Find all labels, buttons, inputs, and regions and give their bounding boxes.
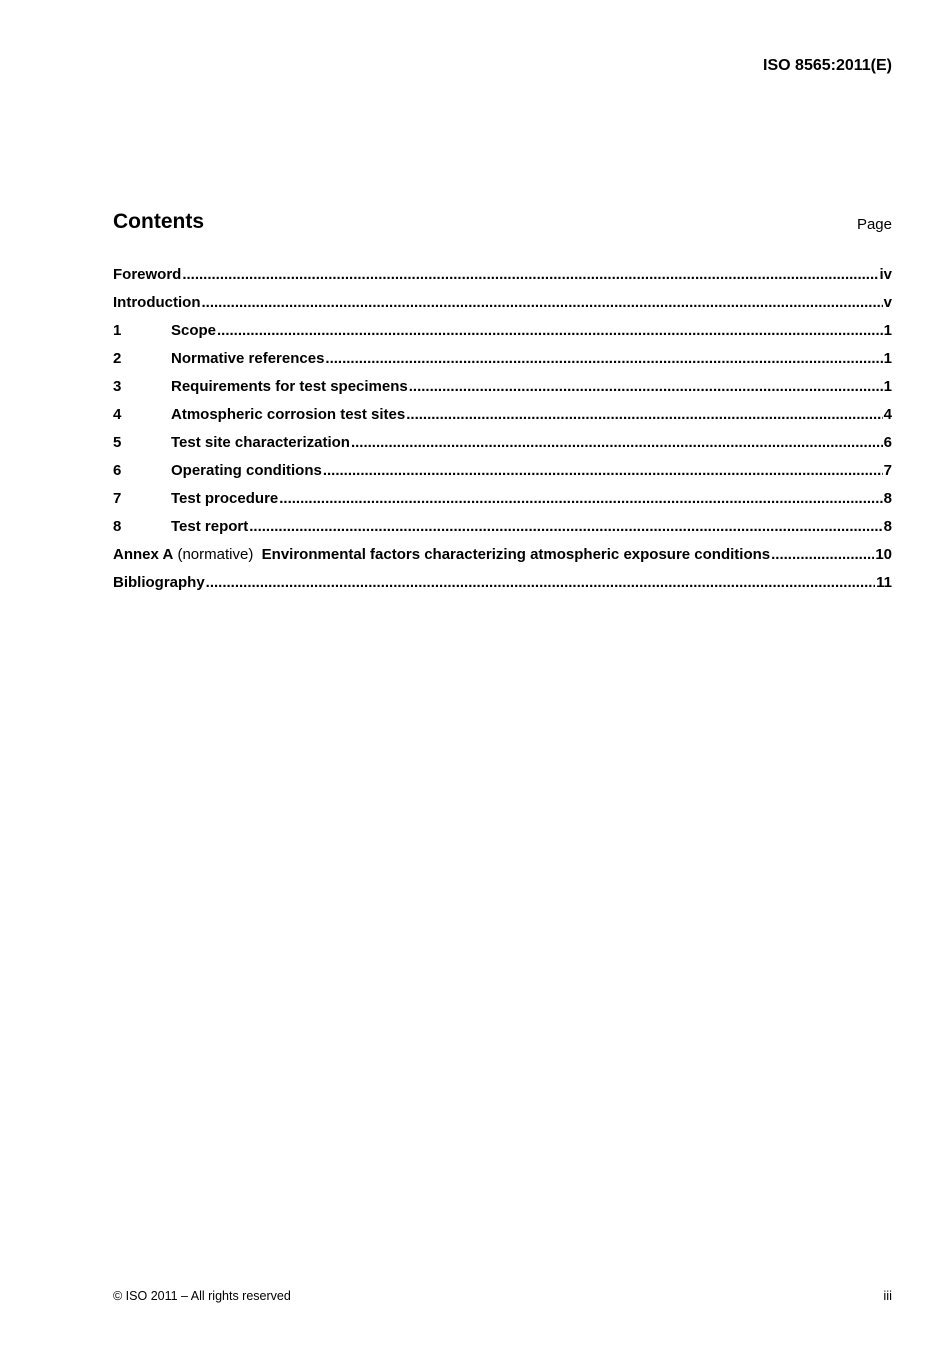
toc-dot-leader <box>182 266 878 283</box>
toc-entry-site-characterization[interactable] <box>113 434 892 462</box>
toc-dot-leader <box>249 518 882 535</box>
toc-dot-leader <box>325 350 882 367</box>
footer-copyright: © ISO 2011 – All rights reserved <box>113 1289 291 1303</box>
toc-dot-leader <box>323 462 883 479</box>
toc-entry-scope[interactable] <box>113 322 892 350</box>
toc-entry-normative-references[interactable] <box>113 350 892 378</box>
toc-entry-page: 6 <box>883 434 892 451</box>
toc-entry-title: Foreword <box>113 266 182 283</box>
toc-entry-annex-title: Environmental factors characterizing atmospheric exposure conditions <box>261 546 771 563</box>
toc-entry-operating-conditions[interactable] <box>113 462 892 490</box>
toc-entry-title: Introduction <box>113 294 201 311</box>
toc-entry-test-procedure[interactable] <box>113 490 892 518</box>
toc-entry-page: 1 <box>883 322 892 339</box>
toc-entry-page: 1 <box>883 350 892 367</box>
table-of-contents <box>113 266 892 602</box>
toc-dot-leader <box>771 546 874 563</box>
toc-entry-number: 4 <box>113 406 122 423</box>
footer-page-number: iii <box>883 1288 892 1303</box>
toc-dot-leader <box>351 434 883 451</box>
toc-dot-leader <box>217 322 883 339</box>
toc-entry-number: 2 <box>113 350 122 367</box>
toc-dot-leader <box>406 406 882 423</box>
toc-entry-page: 8 <box>883 490 892 507</box>
toc-entry-number: 8 <box>113 518 122 535</box>
toc-entry-page: v <box>883 294 892 311</box>
toc-entry-number: 6 <box>113 462 122 479</box>
toc-entry-number: 3 <box>113 378 122 395</box>
toc-entry-page: 11 <box>876 574 892 591</box>
toc-entry-test-report[interactable] <box>113 518 892 546</box>
toc-entry-page: 8 <box>883 518 892 535</box>
toc-entry-title: Bibliography <box>113 574 205 591</box>
toc-entry-page: 4 <box>883 406 892 423</box>
toc-entry-number: 1 <box>113 322 122 339</box>
toc-dot-leader <box>409 378 883 395</box>
toc-entry-title: Test site characterization <box>171 434 350 451</box>
toc-dot-leader <box>206 574 875 591</box>
toc-entry-title: Requirements for test specimens <box>171 378 408 395</box>
toc-entry-page: 7 <box>883 462 892 479</box>
toc-entry-title: Operating conditions <box>171 462 322 479</box>
toc-entry-title: Normative references <box>171 350 325 367</box>
toc-entry-title: Test report <box>171 518 249 535</box>
toc-entry-requirements[interactable] <box>113 378 892 406</box>
toc-dot-leader <box>279 490 882 507</box>
page-column-label: Page <box>856 216 892 233</box>
toc-entry-bibliography[interactable] <box>113 574 892 602</box>
toc-entry-page: 10 <box>875 546 892 563</box>
contents-heading: Contents <box>113 210 204 233</box>
document-id: ISO 8565:2011(E) <box>763 57 892 74</box>
toc-entry-number: 5 <box>113 434 122 451</box>
toc-entry-page: 1 <box>883 378 892 395</box>
toc-entry-annex-a[interactable] <box>113 546 892 574</box>
toc-entry-foreword[interactable] <box>113 266 892 294</box>
toc-entry-test-sites[interactable] <box>113 406 892 434</box>
toc-entry-title: Scope <box>171 322 217 339</box>
toc-entry-title: Annex A <box>113 546 174 563</box>
toc-entry-number: 7 <box>113 490 122 507</box>
toc-entry-page: iv <box>879 266 892 283</box>
toc-entry-introduction[interactable] <box>113 294 892 322</box>
toc-entry-title: Atmospheric corrosion test sites <box>171 406 406 423</box>
toc-dot-leader <box>201 294 882 311</box>
toc-entry-annex-type: (normative) <box>177 546 254 563</box>
toc-entry-title: Test procedure <box>171 490 279 507</box>
